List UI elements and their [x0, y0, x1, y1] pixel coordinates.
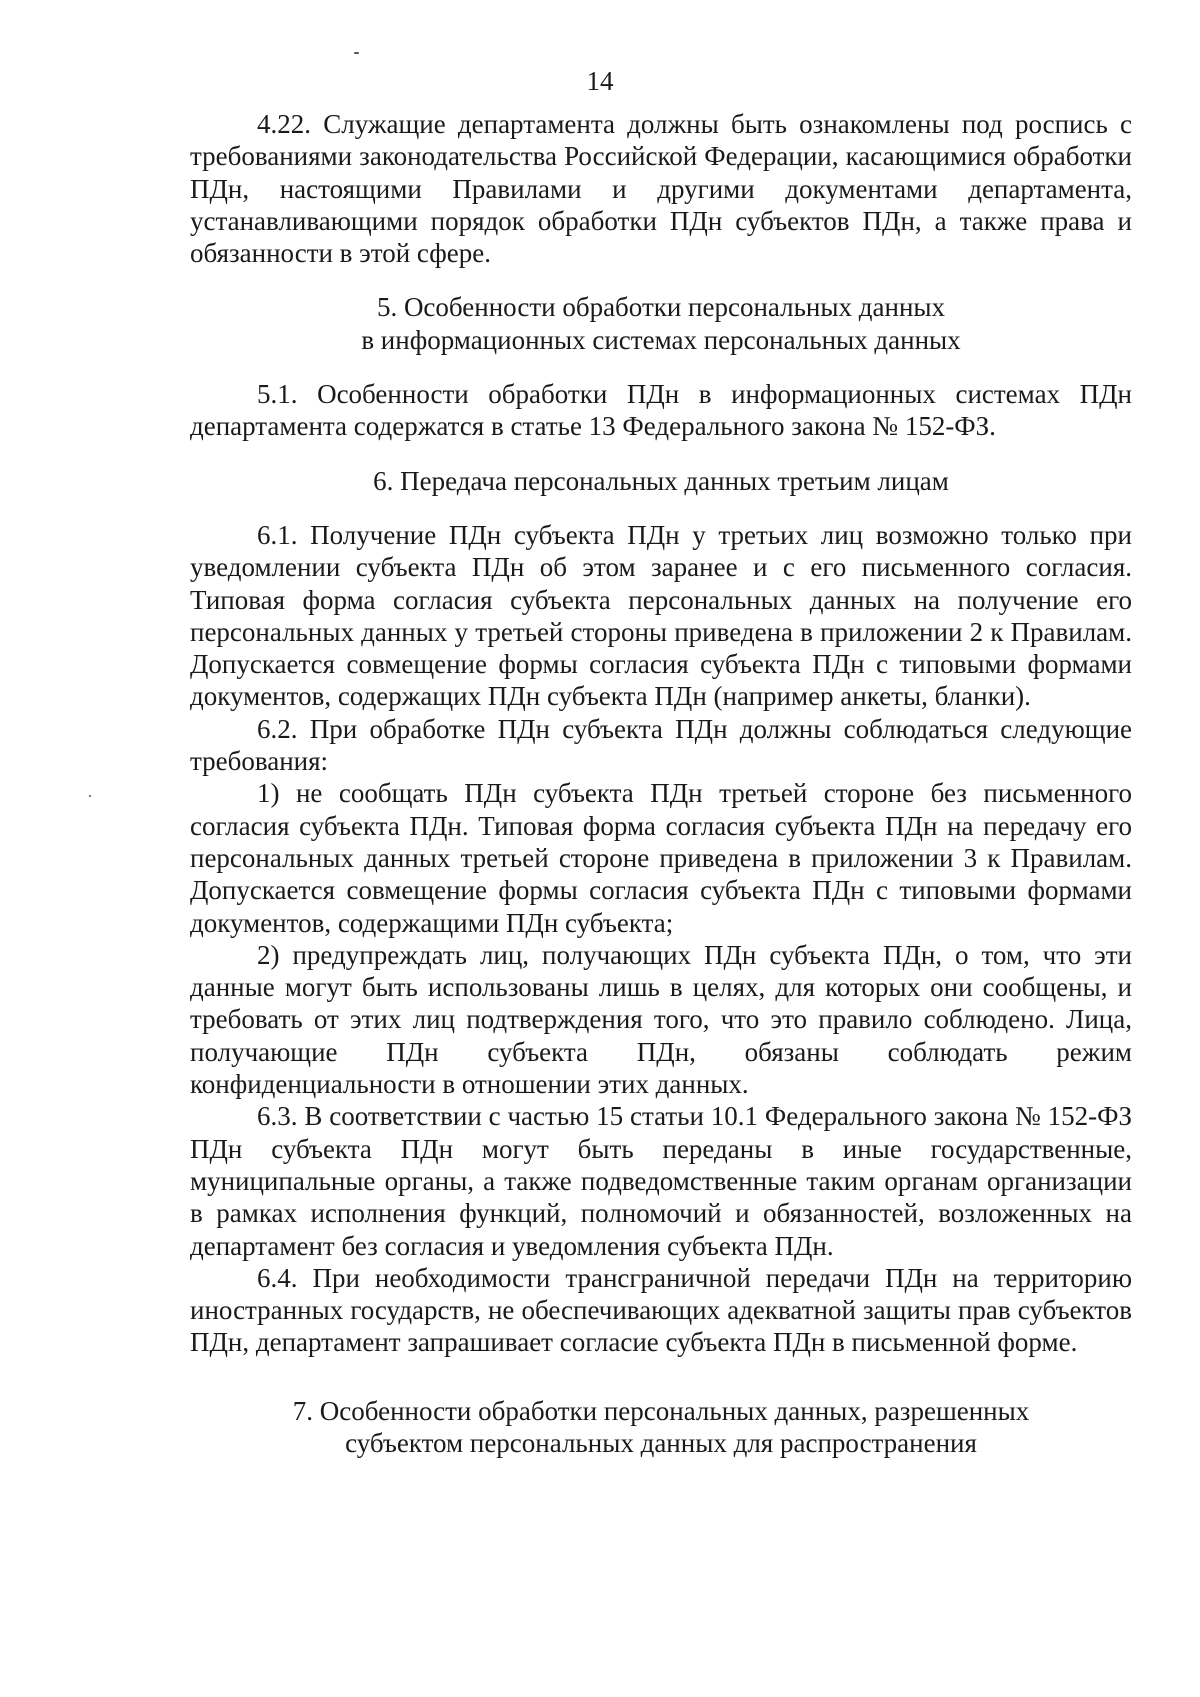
section-5-heading-line-2: в информационных системах персональных данных	[361, 324, 961, 355]
paragraph-6-2: 6.2. При обработке ПДн субъекта ПДн должны соблюдаться следующие требования:	[190, 713, 1132, 777]
section-5-heading-line-1: 5. Особенности обработки персональных данных	[376, 292, 946, 323]
document-body	[190, 108, 1132, 1459]
paragraph-5-1: 5.1. Особенности обработки ПДн в информационных системах ПДн департамента содержатся в статье 13 Федерального закона № 152-ФЗ.	[190, 379, 1132, 442]
section-7-heading-line-2: субъектом персональных данных для распространения	[345, 1427, 977, 1458]
page-number: 14	[586, 66, 614, 96]
section-6-heading: 6. Передача персональных данных третьим лицам	[373, 465, 949, 496]
paragraph-4-22: 4.22. Служащие департамента должны быть ознакомлены под роспись с требованиями законодательства Российской Федерации, касающимися обработки ПДн, настоящими Правилами и другими документами департамента, устанавливающими порядок обработки ПДн субъектов ПДн, а также права и обязанности в этой сфере.	[190, 109, 1132, 269]
paragraph-6-4: 6.4. При необходимости трансграничной передачи ПДн на территорию иностранных государств, не обеспечивающих адекватной защиты прав субъектов ПДн, департамент запрашивает согласие субъекта ПДн в письменной форме.	[190, 1262, 1132, 1358]
paragraph-6-2-item-2: 2) предупреждать лиц, получающих ПДн субъекта ПДн, о том, что эти данные могут быть использованы лишь в целях, для которых они сообщены, и требовать от этих лиц подтверждения того, что это правило соблюдено. Лица, получающие ПДн субъекта ПДн, обязаны соблюдать режим конфиденциальности в отношении этих данных.	[190, 939, 1132, 1100]
section-7-heading-line-1: 7. Особенности обработки персональных данных, разрешенных	[292, 1395, 1030, 1426]
scan-speck	[354, 52, 359, 54]
paragraph-6-2-item-1: 1) не сообщать ПДн субъекта ПДн третьей стороне без письменного согласия субъекта ПДн. Типовая форма согласия субъекта ПДн на передачу его персональных данных третьей стороне приведена в приложении 3 к Правилам. Допускается совмещение формы согласия субъекта ПДн с типовыми формами документов, содержащими ПДн субъекта;	[190, 778, 1132, 938]
paragraph-6-3: 6.3. В соответствии с частью 15 статьи 10.1 Федерального закона № 152-ФЗ ПДн субъекта ПДн могут быть переданы в иные государственные, муниципальные органы, а также подведомственные таким органам организации в рамках исполнения функций, полномочий и обязанностей, возложенных на департамент без согласия и уведомления субъекта ПДн.	[190, 1101, 1132, 1261]
paragraph-6-1: 6.1. Получение ПДн субъекта ПДн у третьих лиц возможно только при уведомлении субъекта ПДн об этом заранее и с его письменного согласия. Типовая форма согласия субъекта персональных данных на получение его персональных данных у третьей стороны приведена в приложении 2 к Правилам. Допускается совмещение формы согласия субъекта ПДн с типовыми формами документов, содержащих ПДн субъекта ПДн (например анкеты, бланки).	[190, 519, 1132, 712]
scan-speck	[89, 795, 91, 797]
